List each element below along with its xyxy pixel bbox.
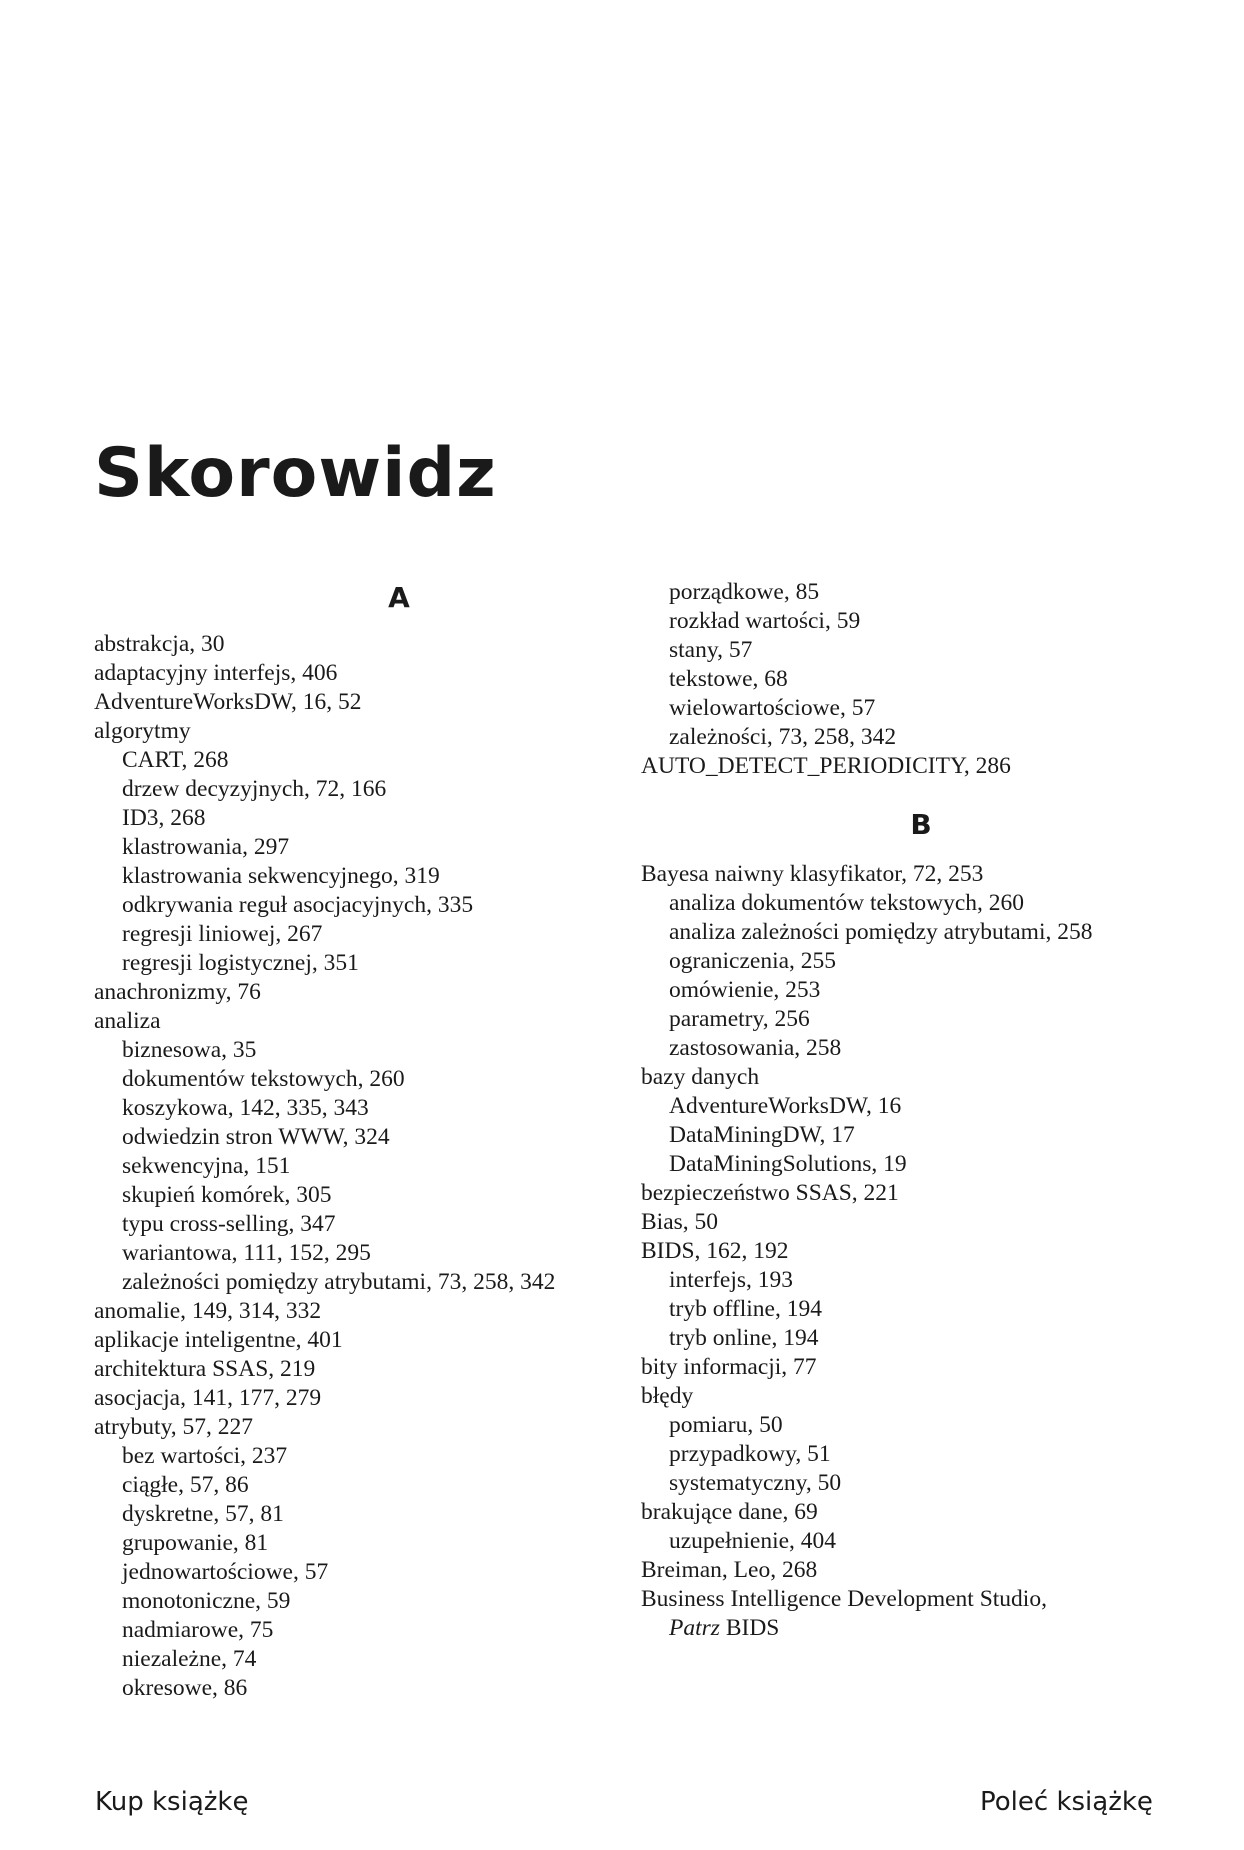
index-entry: bity informacji, 77 [641, 1354, 817, 1380]
index-entry: architektura SSAS, 219 [94, 1356, 316, 1382]
index-entry: anomalie, 149, 314, 332 [94, 1298, 322, 1324]
index-entry: AUTO_DETECT_PERIODICITY, 286 [641, 753, 1011, 779]
index-subentry: klastrowania sekwencyjnego, 319 [122, 863, 440, 889]
index-subentry: analiza dokumentów tekstowych, 260 [669, 890, 1025, 916]
index-subentry: DataMiningSolutions, 19 [669, 1151, 907, 1177]
index-entry: adaptacyjny interfejs, 406 [94, 660, 338, 686]
index-entry: abstrakcja, 30 [94, 631, 225, 657]
index-subentry: tekstowe, 68 [669, 666, 788, 692]
section-letter-b: B [910, 808, 932, 841]
index-entry: algorytmy [94, 718, 191, 744]
index-entry: anachronizmy, 76 [94, 979, 261, 1005]
index-subentry: parametry, 256 [669, 1006, 810, 1032]
index-subentry: przypadkowy, 51 [669, 1441, 831, 1467]
index-list-a-continued [641, 578, 1201, 781]
index-subentry: DataMiningDW, 17 [669, 1122, 855, 1148]
index-entry: bazy danych [641, 1064, 760, 1090]
index-list-b [641, 860, 1201, 1614]
see-target: BIDS [725, 1615, 780, 1641]
index-entry: brakujące dane, 69 [641, 1499, 818, 1525]
index-subentry: dyskretne, 57, 81 [122, 1501, 284, 1527]
index-subentry: drzew decyzyjnych, 72, 166 [122, 776, 387, 802]
index-subentry: zastosowania, 258 [669, 1035, 842, 1061]
index-subentry: sekwencyjna, 151 [122, 1153, 291, 1179]
index-entry: Bayesa naiwny klasyfikator, 72, 253 [641, 861, 984, 887]
index-subentry: stany, 57 [669, 637, 753, 663]
index-subentry: ID3, 268 [122, 805, 206, 831]
index-entry: asocjacja, 141, 177, 279 [94, 1385, 322, 1411]
index-subentry: wariantowa, 111, 152, 295 [122, 1240, 371, 1266]
index-entry: bezpieczeństwo SSAS, 221 [641, 1180, 899, 1206]
index-subentry: zależności pomiędzy atrybutami, 73, 258, 342 [122, 1269, 556, 1295]
section-letter-a: A [388, 581, 410, 614]
index-list-a [94, 630, 614, 1703]
index-subentry: koszykowa, 142, 335, 343 [122, 1095, 369, 1121]
index-entry: aplikacje inteligentne, 401 [94, 1327, 343, 1353]
index-subentry: monotoniczne, 59 [122, 1588, 291, 1614]
index-subentry: regresji logistycznej, 351 [122, 950, 359, 976]
index-column-right [641, 578, 1201, 1643]
index-subentry: systematyczny, 50 [669, 1470, 842, 1496]
index-subentry: rozkład wartości, 59 [669, 608, 861, 634]
page-title: Skorowidz [94, 434, 497, 513]
index-subentry: omówienie, 253 [669, 977, 821, 1003]
index-subentry: porządkowe, 85 [669, 579, 820, 605]
index-entry: BIDS, 162, 192 [641, 1238, 789, 1264]
index-subentry: uzupełnienie, 404 [669, 1528, 837, 1554]
index-subentry: klastrowania, 297 [122, 834, 290, 860]
index-subentry: zależności, 73, 258, 342 [669, 724, 897, 750]
index-column-left [94, 572, 614, 1703]
index-subentry: ograniczenia, 255 [669, 948, 837, 974]
index-entry: analiza [94, 1008, 161, 1034]
index-subentry: odwiedzin stron WWW, 324 [122, 1124, 390, 1150]
index-subentry: niezależne, 74 [122, 1646, 257, 1672]
index-entry: atrybuty, 57, 227 [94, 1414, 254, 1440]
index-subentry: CART, 268 [122, 747, 229, 773]
index-subentry: regresji liniowej, 267 [122, 921, 323, 947]
index-subentry: interfejs, 193 [669, 1267, 793, 1293]
index-subentry: bez wartości, 237 [122, 1443, 288, 1469]
index-subentry: typu cross-selling, 347 [122, 1211, 336, 1237]
index-subentry: tryb online, 194 [669, 1325, 819, 1351]
index-entry: błędy [641, 1383, 694, 1409]
buy-book-link[interactable]: Kup książkę [95, 1787, 249, 1817]
index-entry: Breiman, Leo, 268 [641, 1557, 818, 1583]
index-subentry: pomiaru, 50 [669, 1412, 783, 1438]
index-subentry: nadmiarowe, 75 [122, 1617, 274, 1643]
index-see-reference [641, 1614, 1201, 1643]
see-label: Patrz [669, 1615, 720, 1641]
index-subentry: AdventureWorksDW, 16 [669, 1093, 902, 1119]
index-subentry: jednowartościowe, 57 [122, 1559, 329, 1585]
index-entry: Bias, 50 [641, 1209, 719, 1235]
index-subentry: dokumentów tekstowych, 260 [122, 1066, 405, 1092]
index-subentry: grupowanie, 81 [122, 1530, 269, 1556]
index-subentry: odkrywania reguł asocjacyjnych, 335 [122, 892, 474, 918]
index-subentry: analiza zależności pomiędzy atrybutami, 258 [669, 919, 1093, 945]
index-subentry: biznesowa, 35 [122, 1037, 257, 1063]
index-entry: AdventureWorksDW, 16, 52 [94, 689, 362, 715]
index-subentry: okresowe, 86 [122, 1675, 248, 1701]
index-subentry: wielowartościowe, 57 [669, 695, 876, 721]
index-subentry: skupień komórek, 305 [122, 1182, 332, 1208]
recommend-book-link[interactable]: Poleć książkę [980, 1787, 1153, 1817]
index-subentry: ciągłe, 57, 86 [122, 1472, 249, 1498]
index-subentry: tryb offline, 194 [669, 1296, 822, 1322]
index-entry: Business Intelligence Development Studio, [641, 1586, 1047, 1612]
